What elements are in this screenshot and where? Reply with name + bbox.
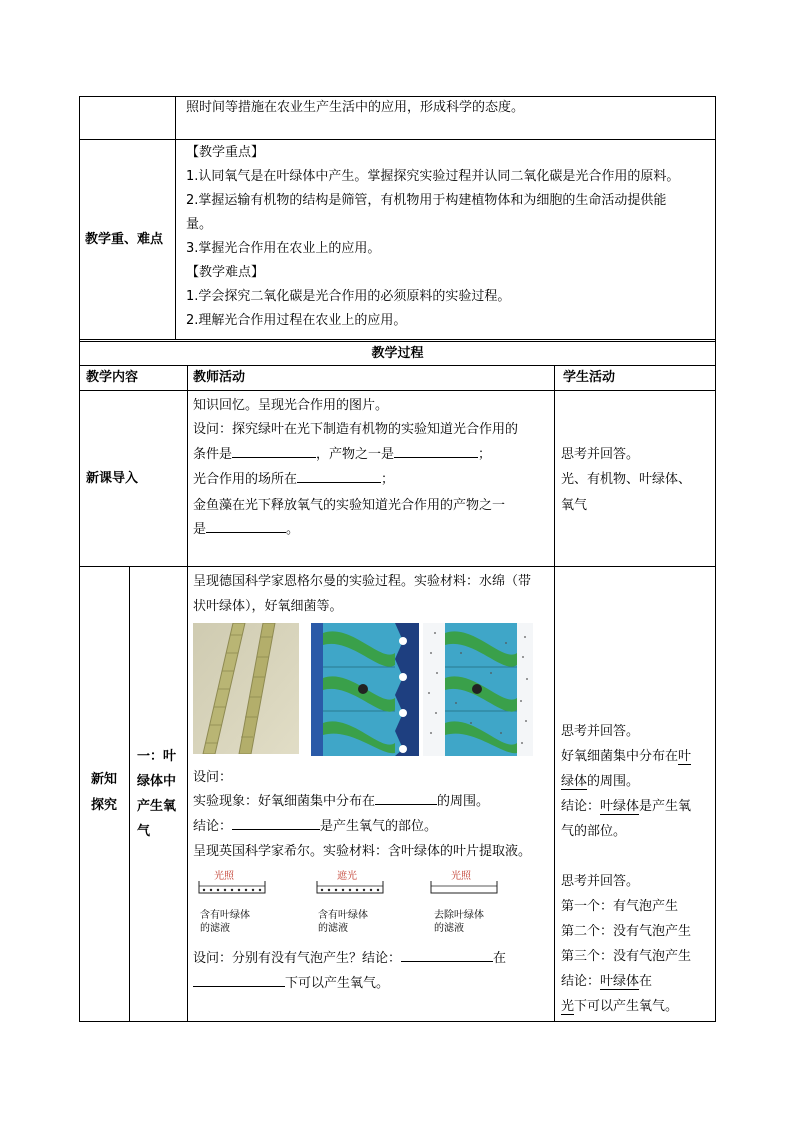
new-teacher-line: 呈现德国科学家恩格尔曼的实验过程。实验材料：水绵（带 <box>193 574 532 589</box>
beaker-caption: 含有叶绿体 的滤液 <box>318 910 368 934</box>
new-teacher-line: 状叶绿体），好氧细菌等。 <box>193 599 343 614</box>
focus-line: 3.掌握光合作用在农业上的应用。 <box>186 241 381 256</box>
top-row-text: 照时间等措施在农业生产生活中的应用，形成科学的态度。 <box>186 100 525 115</box>
col-header-content: 教学内容 <box>86 370 139 385</box>
beaker-caption: 含有叶绿体 的滤液 <box>200 910 250 934</box>
focus-line: 1.认同氧气是在叶绿体中产生。掌握探究实验过程并认同二氧化碳是光合作用的原料。 <box>186 169 680 184</box>
student-line: 气的部位。 <box>561 824 627 839</box>
focus-line: 【教学重点】 <box>186 145 265 160</box>
col-header-student: 学生活动 <box>563 370 616 385</box>
beaker-label: 光照 <box>214 871 234 882</box>
new-label-2: 探究 <box>91 798 118 813</box>
student-line: 第三个：没有气泡产生 <box>561 949 692 964</box>
intro-student-line: 光、有机物、叶绿体、 <box>561 472 692 487</box>
focus-line: 2.理解光合作用过程在农业上的应用。 <box>186 313 407 328</box>
spirogyra-photo <box>193 623 299 754</box>
hill-line: 呈现英国科学家希尔。实验材料：含叶绿体的叶片提取液。 <box>193 844 532 859</box>
intro-line: 设问：探究绿叶在光下制造有机物的实验知道光合作用的 <box>193 422 519 437</box>
student-line: 思考并回答。 <box>561 724 640 739</box>
beaker-3 <box>430 881 498 895</box>
beaker-1 <box>198 881 266 895</box>
process-header: 教学过程 <box>371 346 424 361</box>
beaker-label: 遮光 <box>337 871 357 882</box>
student-line: 思考并回答。 <box>561 874 640 889</box>
hill-question-line: 设问：分别有没有气泡产生？结论： 在 <box>193 947 506 971</box>
student-line: 结论：叶绿体在 <box>561 974 653 989</box>
beaker-2 <box>316 881 384 895</box>
sub-label-4: 气 <box>137 824 151 839</box>
intro-line: 知识回忆。呈现光合作用的图片。 <box>193 398 389 413</box>
student-line: 光下可以产生氧气。 <box>561 999 679 1014</box>
focus-line: 量。 <box>186 217 213 232</box>
sub-label-1: 一：叶 <box>137 749 177 764</box>
new-teacher-line: 设问： <box>193 770 233 785</box>
new-label-1: 新知 <box>91 772 118 787</box>
intro-line: 光合作用的场所在 ； <box>193 468 394 492</box>
focus-line: 2.掌握运输有机物的结构是筛管，有机物用于构建植物体和为细胞的生命活动提供能 <box>186 193 667 208</box>
intro-line: 条件是 ，产物之一是 ； <box>193 443 491 467</box>
intro-student-line: 思考并回答。 <box>561 447 640 462</box>
beaker-label: 光照 <box>451 871 471 882</box>
col-header-teacher: 教师活动 <box>193 370 246 385</box>
sub-label-2: 绿体中 <box>137 774 177 789</box>
student-line: 结论：叶绿体是产生氧 <box>561 799 692 814</box>
sub-label-3: 产生氧 <box>137 799 177 814</box>
intro-line: 金鱼藻在光下释放氧气的实验知道光合作用的产物之一 <box>193 498 506 513</box>
student-line: 第一个：有气泡产生 <box>561 899 679 914</box>
student-line: 绿体的周围。 <box>561 774 640 789</box>
engelmann-diagram <box>311 623 533 756</box>
intro-student-line: 氧气 <box>561 498 588 513</box>
focus-line: 【教学难点】 <box>186 265 265 280</box>
beaker-caption: 去除叶绿体 的滤液 <box>434 910 484 934</box>
focus-line: 1.学会探究二氧化碳是光合作用的必须原料的实验过程。 <box>186 289 511 304</box>
observation-line: 实验现象：好氧细菌集中分布在 的周围。 <box>193 790 489 814</box>
conclusion-line: 结论： 是产生氧气的部位。 <box>193 815 437 839</box>
intro-label: 新课导入 <box>86 471 139 486</box>
student-line: 好氧细菌集中分布在叶 <box>561 749 692 764</box>
student-line: 第二个：没有气泡产生 <box>561 924 692 939</box>
intro-line: 是 。 <box>193 518 299 542</box>
focus-label: 教学重、难点 <box>85 232 164 247</box>
hill-question-line: 下可以产生氧气。 <box>193 972 389 996</box>
